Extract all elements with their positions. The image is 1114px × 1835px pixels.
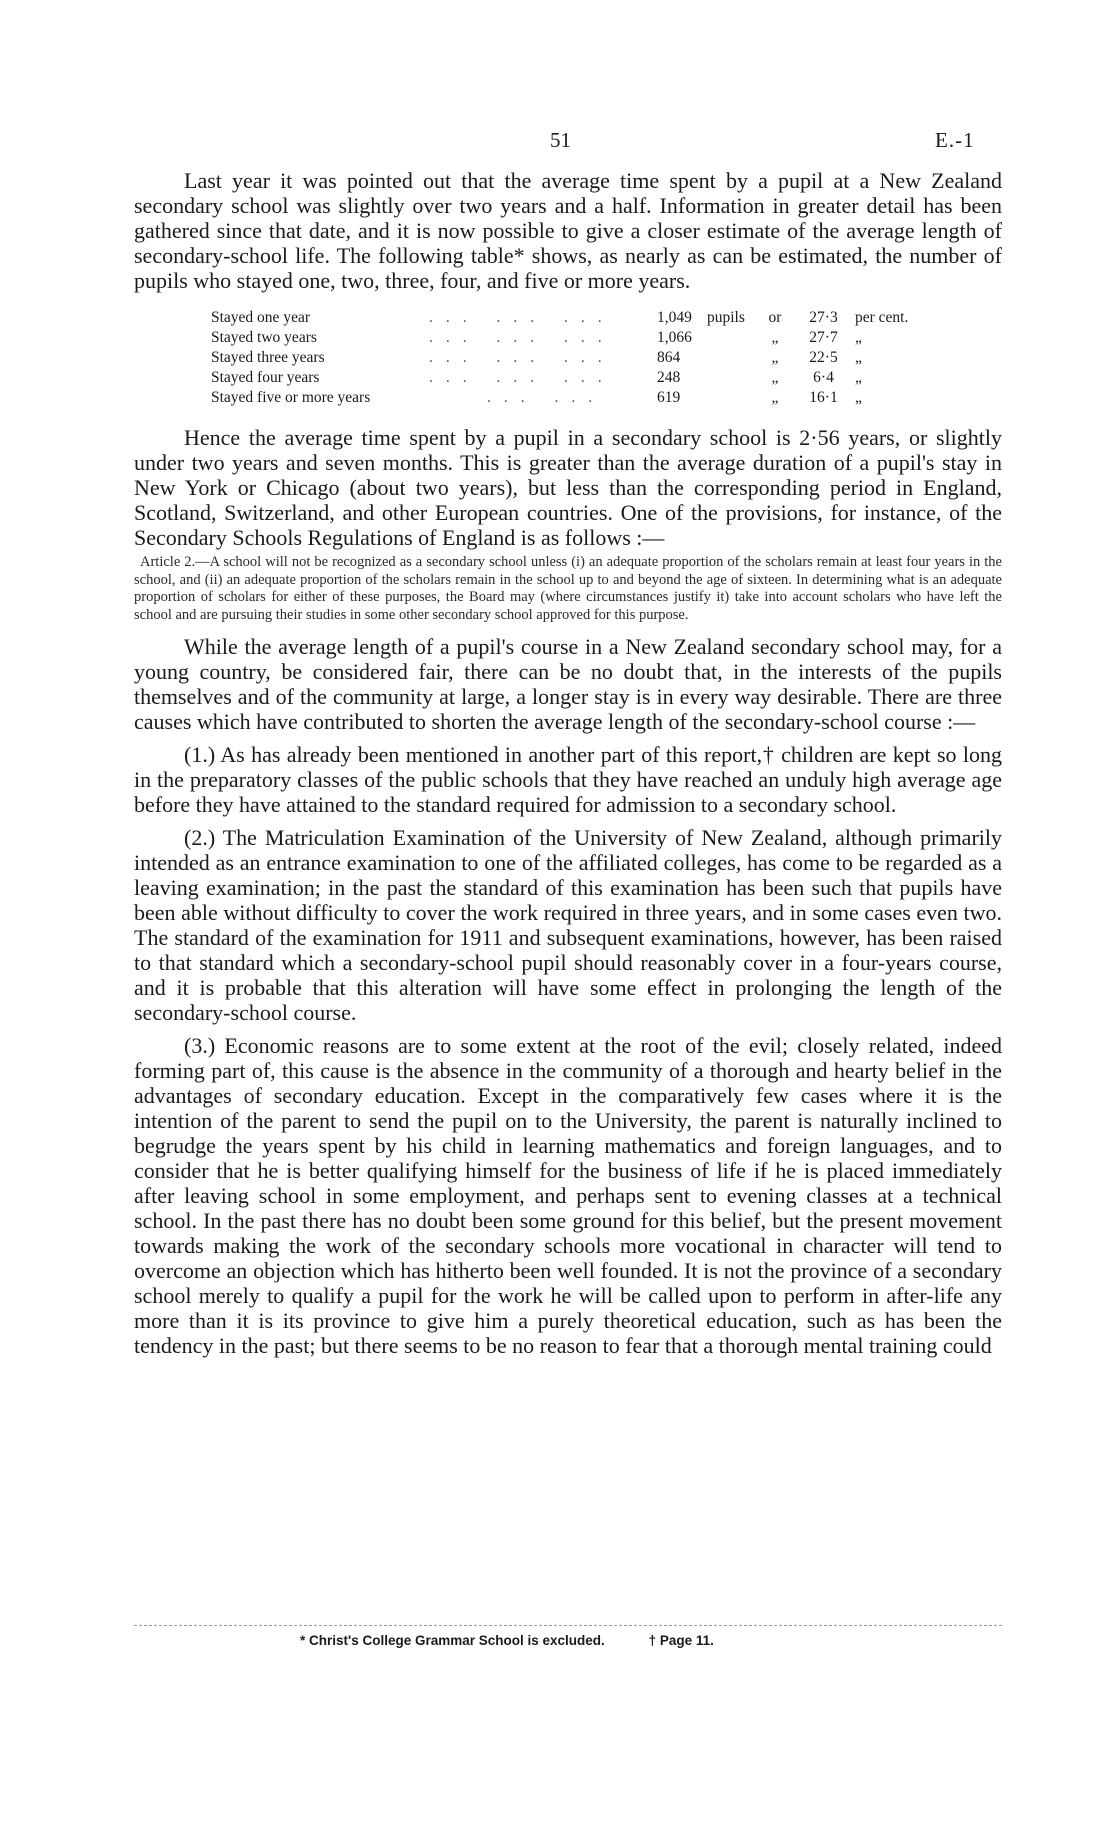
leader-dots: ... ...: [487, 389, 606, 406]
percent-unit: „: [855, 329, 862, 346]
paragraph-causes-intro: While the average length of a pupil's course in a New Zealand secondary school may, for a young country, be considered fair, there can be no doubt that, in the interests of the pupils themselves and of the community at large, a longer stay is in every way desirable. There are three causes which have contributed to shorten the average length of the secondary-school course :—: [134, 634, 1002, 734]
footnote-1: * Christ's College Grammar School is excluded.: [300, 1633, 605, 1648]
percent-value: 27·7: [809, 329, 838, 346]
ditto-mark: „: [771, 389, 779, 406]
document-code: E.-1: [935, 128, 975, 152]
unit-label: [707, 388, 754, 408]
unit-label: pupils: [707, 309, 745, 326]
footnote-2: † Page 11.: [648, 1633, 714, 1648]
ditto-mark: or: [768, 309, 782, 326]
paragraph-average-time: Hence the average time spent by a pupil in a secondary school is 2·56 years, or slightly under two years and seven months. This is greater than the average duration of a pupil's stay in New York or Chicago (about two years), but less than the corresponding period in England, Scotland, Switzerland, and other European countries. One of the provisions, for instance, of the Secondary Schools Regulations of England is as follows :—: [134, 425, 1002, 550]
page-number: 51: [550, 128, 571, 152]
percent-unit: „: [855, 349, 862, 366]
paragraph-cause-1: (1.) As has already been mentioned in another part of this report,† children are kept so long in the preparatory classes of the public schools that they have reached an unduly high average age before they have attained to the standard required for admission to a secondary school.: [134, 742, 1002, 817]
paragraph-intro: Last year it was pointed out that the average time spent by a pupil at a New Zealand secondary school was slightly over two years and a half. Information in greater detail has been gathered since that date, and it is now possible to give a closer estimate of the average length of secondary-school life. The following table* shows, as nearly as can be estimated, the number of pupils who stayed one, two, three, four, and five or more years.: [134, 168, 1002, 293]
table-row: [211, 368, 1002, 388]
percent-value: 16·1: [809, 389, 838, 406]
percent-value: 6·4: [813, 369, 834, 386]
table-row: [211, 308, 1002, 328]
footnote-divider: [134, 1625, 1002, 1626]
page-header: [0, 128, 1114, 158]
table-row: [211, 348, 1002, 368]
regulation-quote: Article 2.—A school will not be recognized as a secondary school unless (i) an adequate proportion of the scholars remain at least four years in the school, and (ii) an adequate proportion of the scholars remain in the school up to and beyond the age of sixteen. In determining what is an adequate proportion of scholars for either of these purposes, the Board may (where circumstances justify it) take into account scholars who have left the school and are pursuing their studies in some other secondary school approved for this purpose.: [134, 554, 1002, 623]
percent-value: 27·3: [809, 309, 838, 326]
percent-value: 22·5: [809, 349, 838, 366]
leader-dots: ... ... ...: [429, 329, 615, 346]
unit-label: [707, 328, 754, 348]
row-label: Stayed four years: [211, 369, 320, 386]
percent-unit: „: [855, 369, 862, 386]
percent-unit: per cent.: [855, 309, 909, 326]
unit-label: [707, 348, 754, 368]
ditto-mark: „: [771, 369, 779, 386]
footnotes: [300, 1633, 714, 1648]
leader-dots: ... ... ...: [429, 369, 615, 386]
ditto-mark: „: [771, 329, 779, 346]
row-label: Stayed three years: [211, 349, 325, 366]
pupil-count: 1,066: [657, 329, 692, 346]
row-label: Stayed five or more years: [211, 389, 371, 406]
pupil-count: 248: [657, 369, 681, 386]
row-label: Stayed one year: [211, 309, 310, 326]
row-label: Stayed two years: [211, 329, 317, 346]
leader-dots: ... ... ...: [429, 349, 615, 366]
pupil-count: 619: [657, 389, 681, 406]
percent-unit: „: [855, 389, 862, 406]
pupil-count: 864: [657, 349, 681, 366]
duration-table: [211, 308, 1002, 408]
unit-label: [707, 368, 754, 388]
table-row: [211, 328, 1002, 348]
page-body: [134, 168, 1002, 1358]
pupil-count: 1,049: [657, 309, 692, 326]
leader-dots: ... ... ...: [429, 309, 615, 326]
table-row: [211, 388, 1002, 408]
paragraph-cause-2: (2.) The Matriculation Examination of the University of New Zealand, although primarily intended as an entrance examination to one of the affiliated colleges, has come to be regarded as a leaving examination; in the past the standard of this examination has been such that pupils have been able without difficulty to cover the work required in three years, and in some cases even two. The standard of the examination for 1911 and subsequent examinations, however, has been raised to that standard which a secondary-school pupil should reasonably cover in a four-years course, and it is probable that this alteration will have some effect in prolonging the length of the secondary-school course.: [134, 825, 1002, 1025]
paragraph-cause-3: (3.) Economic reasons are to some extent at the root of the evil; closely related, indeed forming part of, this cause is the absence in the community of a thorough and hearty belief in the advantages of secondary education. Except in the comparatively few cases where it is the intention of the parent to send the pupil on to the University, the parent is naturally inclined to begrudge the years spent by his child in learning mathematics and foreign languages, and to consider that he is better qualifying himself for the business of life if he is placed immediately after leaving school in some employment, and perhaps sent to evening classes at a technical school. In the past there has no doubt been some ground for this belief, but the present movement towards making the work of the secondary schools more vocational in character will tend to overcome an objection which has hitherto been well founded. It is not the province of a secondary school merely to qualify a pupil for the work he will be called upon to perform in after-life any more than it is its province to give him a purely theoretical education, such as has been the tendency in the past; but there seems to be no reason to fear that a thorough mental training could: [134, 1033, 1002, 1358]
ditto-mark: „: [771, 349, 779, 366]
